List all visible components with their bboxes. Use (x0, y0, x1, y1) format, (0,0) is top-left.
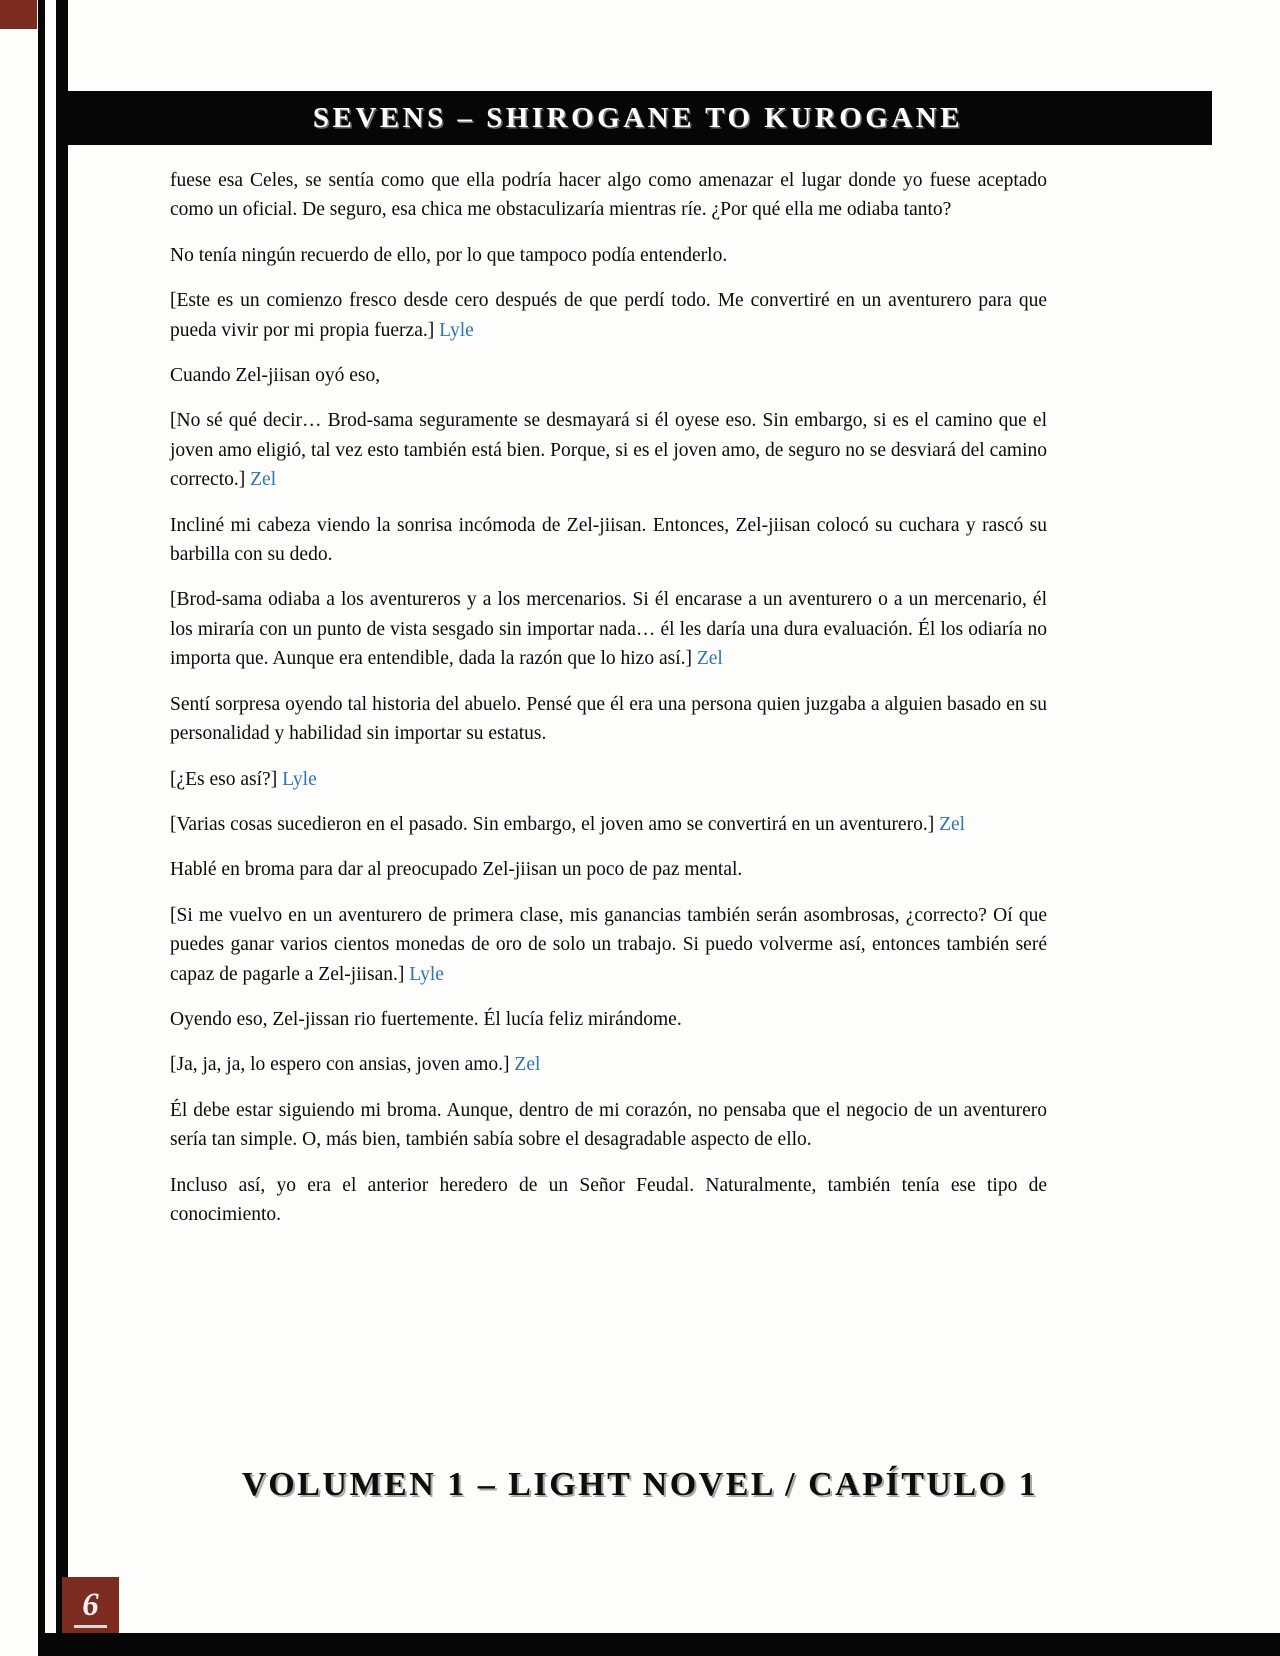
paragraph: Hablé en broma para dar al preocupado Zel-jiisan un poco de paz mental. (170, 859, 743, 881)
paragraph: Incluso así, yo era el anterior heredero de un Señor Feudal. Naturalmente, también tenía ese tipo de conocimiento. (170, 1174, 1047, 1225)
paragraph: [Si me vuelvo en un aventurero de primera clase, mis ganancias también serán asombrosas, ¿correcto? Oí que puedes ganar varios cientos monedas de oro de solo un trabajo. Si puedo volverme así, entonces también seré capaz de pagarle a Zel-jiisan.] Lyle (170, 904, 1047, 985)
paragraph: [¿Es eso así?] Lyle (170, 768, 317, 790)
page-title: SEVENS – SHIROGANE TO KUROGANE (312, 101, 964, 134)
paragraph: [Este es un comienzo fresco desde cero después de que perdí todo. Me convertiré en un aventurero para que pueda vivir por mi propia fuerza.] Lyle (170, 290, 1047, 341)
paragraph: Oyendo eso, Zel-jissan rio fuertemente. Él lucía feliz mirándome. (170, 1008, 682, 1030)
speaker-name: Zel (696, 648, 723, 670)
speaker-name: Lyle (282, 768, 317, 790)
speaker-name: Zel (250, 469, 277, 491)
page-number-box (62, 1577, 119, 1633)
paragraph: [No sé qué decir… Brod-sama seguramente se desmayará si él oyese eso. Sin embargo, si es el camino que el joven amo eligió, tal vez esto también está bien. Porque, si es el joven amo, de seguro no se desviará del camino correcto.] Zel (170, 410, 1047, 491)
paragraph: [Brod-sama odiaba a los aventureros y a los mercenarios. Si él encarase a un aventurero o a un mercenario, él los miraría con un punto de vista sesgado sin importar nada… él les daría una dura evaluación. Él los odiaría no importa que. Aunque era entendible, dada la razón que lo hizo así.] Zel (170, 589, 1047, 670)
paragraph: Sentí sorpresa oyendo tal historia del abuelo. Pensé que él era una persona quien juzgaba a alguien basado en su personalidad y habilidad sin importar su estatus. (170, 693, 1047, 745)
paragraph: Él debe estar siguiendo mi broma. Aunque, dentro de mi corazón, no pensaba que el negocio de un aventurero sería tan simple. O, más bien, también sabía sobre el desagradable aspecto de ello. (170, 1099, 1047, 1151)
left-border-outer (38, 0, 45, 1656)
header-bar (64, 91, 1212, 145)
paragraph: No tenía ningún recuerdo de ello, por lo que tampoco podía entenderlo. (170, 244, 728, 266)
paragraph: [Varias cosas sucedieron en el pasado. Sin embargo, el joven amo se convertirá en un aventurero.] Zel (170, 813, 966, 835)
paragraph: Cuando Zel-jiisan oyó eso, (170, 365, 381, 387)
speaker-name: Lyle (409, 963, 444, 985)
speaker-name: Zel (514, 1054, 541, 1076)
body-text (170, 166, 1047, 1245)
paragraph: fuese esa Celes, se sentía como que ella podría hacer algo como amenazar el lugar donde yo fuese aceptado como un oficial. De seguro, esa chica me obstaculizaría mientras ríe. ¿Por qué ella me odiaba tanto? (170, 170, 1047, 221)
footer-title: VOLUMEN 1 – LIGHT NOVEL / CAPÍTULO 1 (241, 1466, 1039, 1503)
speaker-name: Lyle (439, 319, 474, 341)
corner-accent-block (0, 0, 37, 29)
speaker-name: Zel (939, 813, 966, 835)
left-border-inner (56, 0, 68, 1656)
paragraph: Incliné mi cabeza viendo la sonrisa incómoda de Zel-jiisan. Entonces, Zel-jiisan colocó su cuchara y rascó su barbilla con su dedo. (170, 514, 1047, 566)
paragraph: [Ja, ja, ja, lo espero con ansias, joven amo.] Zel (170, 1054, 541, 1076)
page-number: 6 (74, 1589, 107, 1628)
bottom-border (38, 1633, 1280, 1656)
